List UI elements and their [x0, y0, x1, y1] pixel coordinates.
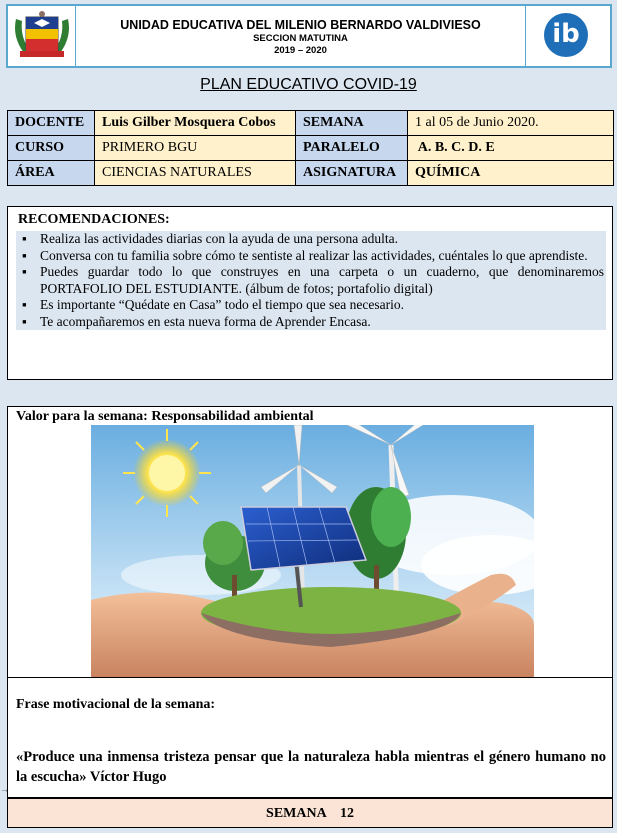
list-item: ▪ Realiza las actividades diarias con la ayuda de una persona adulta. — [22, 231, 398, 246]
semana-label: SEMANA — [296, 111, 408, 136]
bullet-icon: ▪ — [22, 231, 27, 246]
course-info-table — [7, 110, 614, 186]
asignatura-value: QUÍMICA — [408, 161, 614, 186]
arrow-icon: → — [0, 784, 9, 794]
weekly-value-box — [7, 406, 613, 798]
school-name: UNIDAD EDUCATIVA DEL MILENIO BERNARDO VALDIVIESO — [120, 18, 481, 32]
left-logo-cell — [8, 6, 76, 66]
motivational-title: Frase motivacional de la semana: — [16, 697, 216, 712]
curso-label: CURSO — [8, 136, 95, 161]
area-value: CIENCIAS NATURALES — [95, 161, 296, 186]
document-header — [6, 4, 612, 68]
list-item: ▪ Puedes guardar todo lo que construyes en una carpeta o un cuaderno, que denominaremos PORTAFOLIO DEL ESTUDIANTE. (álbum de fotos; portafolio digital) — [22, 264, 604, 296]
section-divider — [8, 677, 612, 678]
motivational-quote: «Produce una inmensa tristeza pensar que la naturaleza habla mientras el género humano no la escucha» Víctor Hugo — [16, 749, 606, 785]
list-item: ▪ Es importante “Quédate en Casa” todo el tiempo que sea necesario. — [22, 297, 404, 312]
recommendations-list — [16, 231, 606, 330]
school-section: SECCION MATUTINA — [253, 33, 348, 44]
curso-value: PRIMERO BGU — [95, 136, 296, 161]
weekly-value-title: Valor para la semana: Responsabilidad ambiental — [16, 409, 314, 424]
asignatura-label: ASIGNATURA — [296, 161, 408, 186]
bullet-icon: ▪ — [22, 313, 27, 329]
school-years: 2019 – 2020 — [274, 45, 327, 56]
paralelo-value: A. B. C. D. E — [408, 136, 614, 161]
list-item: ▪ Te acompañaremos en esta nueva forma de Aprender Encasa. — [22, 313, 371, 329]
page-title: PLAN EDUCATIVO COVID-19 — [200, 76, 417, 93]
bullet-icon: ▪ — [22, 297, 27, 312]
school-crest-logo — [10, 9, 74, 65]
recommendations-title: RECOMENDACIONES: — [18, 212, 170, 227]
bullet-icon: ▪ — [22, 247, 27, 263]
docente-label: DOCENTE — [8, 111, 95, 136]
docente-value: Luis Gilber Mosquera Cobos — [95, 111, 296, 136]
renewable-energy-illustration — [91, 425, 534, 677]
bullet-icon: ▪ — [22, 264, 27, 279]
week-footer: SEMANA 12 — [7, 798, 613, 828]
right-logo-cell — [526, 6, 610, 66]
paralelo-label: PARALELO — [296, 136, 408, 161]
recommendations-box — [7, 206, 613, 380]
semana-value: 1 al 05 de Junio 2020. — [408, 111, 614, 136]
school-title-block — [76, 6, 526, 66]
area-label: ÁREA — [8, 161, 95, 186]
list-item: ▪ Conversa con tu familia sobre cómo te sentiste al realizar las actividades, cuéntales lo que aprendiste. — [22, 247, 588, 263]
ib-logo: ib — [544, 13, 588, 57]
